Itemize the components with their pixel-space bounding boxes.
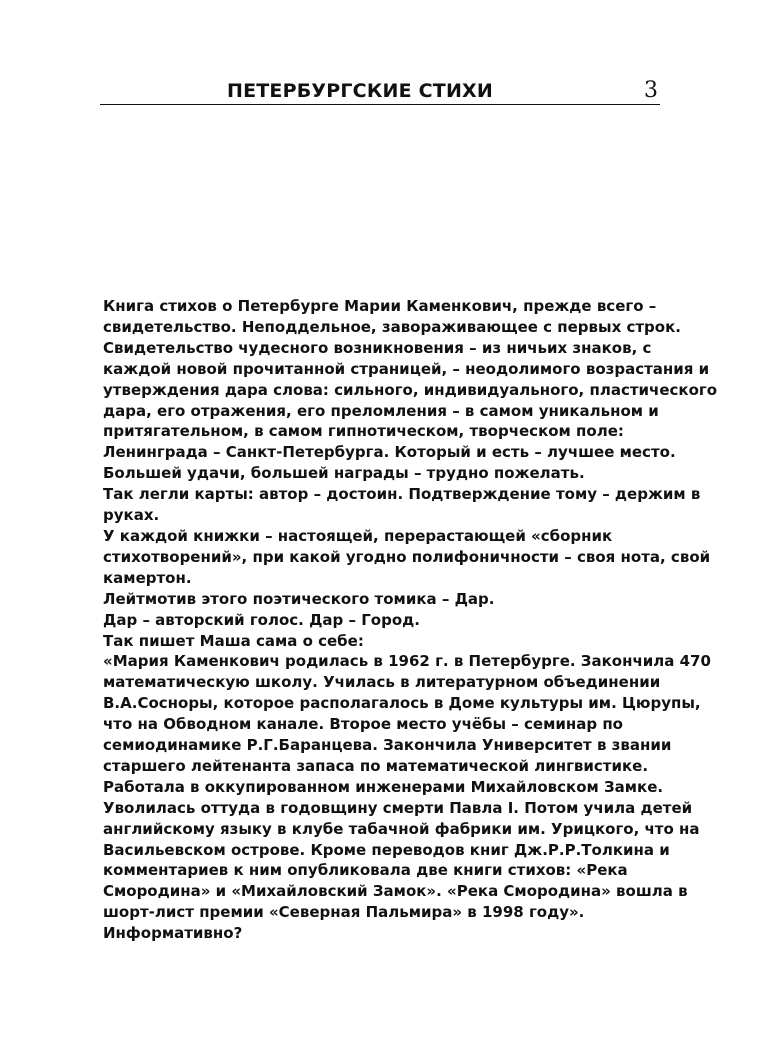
text-line: Смородина» и «Михайловский Замок». «Река Смородина» вошла в: [103, 882, 688, 901]
text-line: дара, его отражения, его преломления – в самом уникальном и: [103, 401, 659, 420]
text-line: Книга стихов о Петербурге Марии Каменкович, прежде всего –: [103, 297, 657, 315]
text-line: что на Обводном канале. Второе место учёбы – семинар по: [103, 715, 623, 734]
text-line: Васильевском острове. Кроме переводов книг Дж.Р.Р.Толкина и: [103, 840, 670, 859]
text-line: В.А.Сосноры, которое располагалось в Доме культуры им. Цюрупы,: [103, 694, 701, 713]
page-number: 3: [644, 78, 658, 103]
text-line: шорт-лист премии «Северная Пальмира» в 1998 году».: [103, 903, 585, 922]
text-line: Лейтмотив этого поэтического томика – Дар.: [103, 589, 495, 608]
text-line: Большей удачи, большей награды – трудно пожелать.: [103, 464, 585, 483]
text-line: руках.: [103, 506, 160, 525]
body-text: [103, 296, 718, 944]
text-line: камертон.: [103, 568, 192, 587]
running-header: [100, 78, 660, 105]
text-line: Уволилась оттуда в годовщину смерти Павла I. Потом учила детей: [103, 798, 693, 817]
text-line: семиодинамике Р.Г.Баранцева. Закончила Университет в звании: [103, 736, 672, 755]
text-line: Дар – авторский голос. Дар – Город.: [103, 610, 420, 629]
text-line: английскому языку в клубе табачной фабрики им. Урицкого, что на: [103, 819, 700, 838]
text-line: притягательном, в самом гипнотическом, творческом поле:: [103, 422, 624, 441]
text-line: каждой новой прочитанной страницей, – неодолимого возрастания и: [103, 359, 710, 378]
text-line: Ленинграда – Санкт-Петербурга. Который и есть – лучшее место.: [103, 443, 676, 462]
text-line: стихотворений», при какой угодно полифоничности – своя нота, свой: [103, 547, 711, 566]
header-title: ПЕТЕРБУРГСКИЕ СТИХИ: [226, 80, 494, 102]
text-line: Информативно?: [103, 924, 243, 943]
text-line: «Мария Каменкович родилась в 1962 г. в Петербурге. Закончила 470: [103, 652, 711, 671]
text-line: утверждения дара слова: сильного, индивидуального, пластического: [103, 380, 718, 399]
text-line: У каждой книжки – настоящей, перерастающей «сборник: [103, 526, 613, 545]
text-line: старшего лейтенанта запаса по математической лингвистике.: [103, 756, 649, 775]
text-line: комментариев к ним опубликовала две книги стихов: «Река: [103, 861, 628, 880]
text-line: Работала в оккупированном инженерами Михайловском Замке.: [103, 777, 664, 796]
text-line: Свидетельство чудесного возникновения – из ничьих знаков, с: [103, 338, 652, 357]
text-line: математическую школу. Училась в литературном объединении: [103, 673, 661, 692]
text-line: Так легли карты: автор – достоин. Подтверждение тому – держим в: [103, 485, 701, 504]
text-line: свидетельство. Неподдельное, завораживающее с первых строк.: [103, 317, 681, 336]
text-line: Так пишет Маша сама о себе:: [103, 631, 364, 650]
